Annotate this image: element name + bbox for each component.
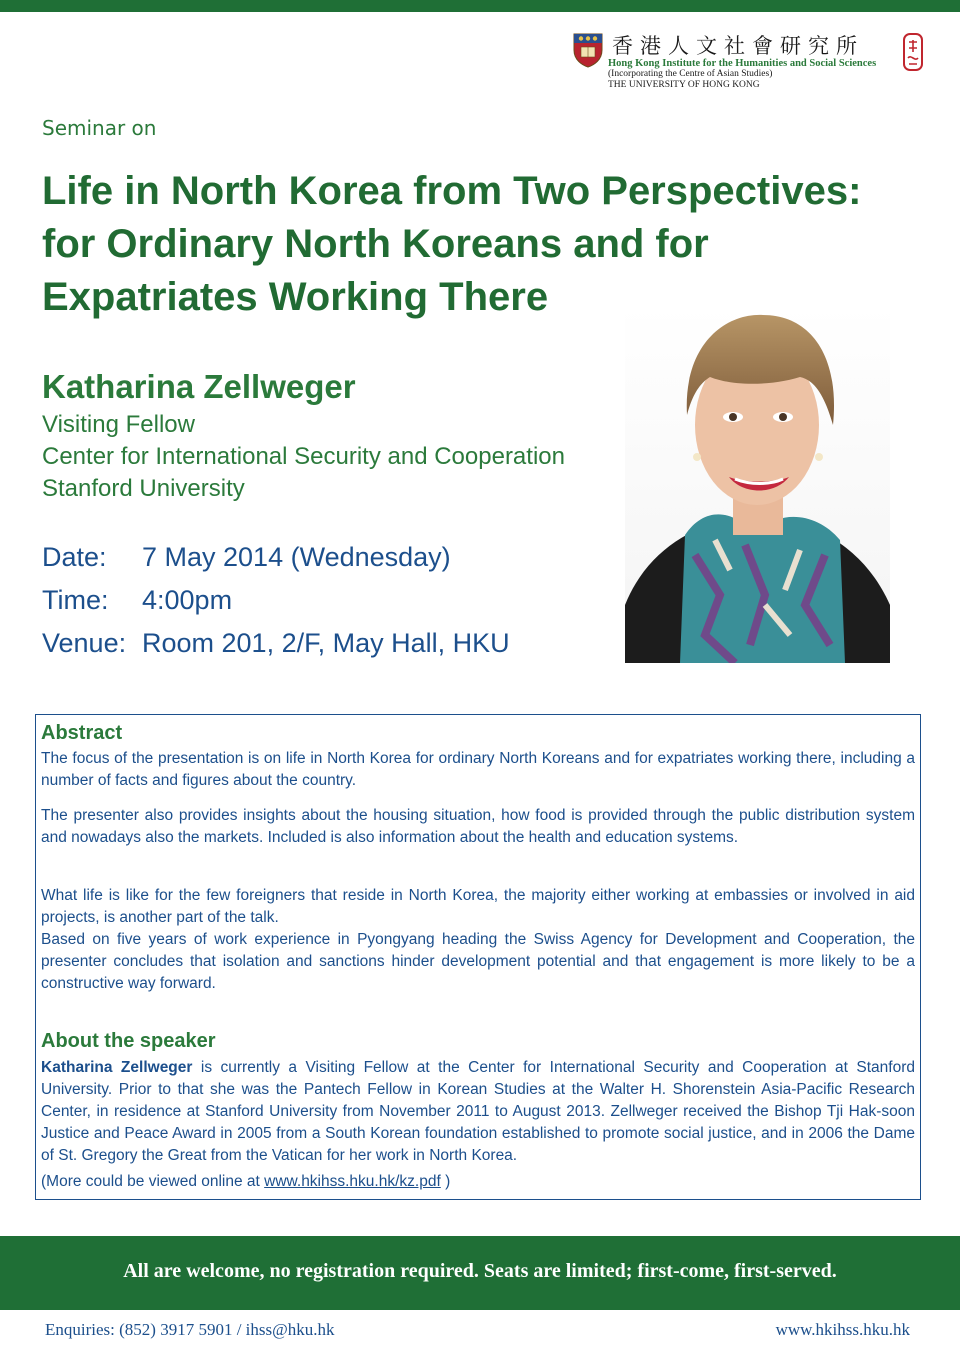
more-info-link[interactable]: www.hkihss.hku.hk/kz.pdf <box>264 1173 441 1190</box>
about-speaker-bio: is currently a Visiting Fellow at the Center for International Security and Cooperation at Stanford University. Prior to that she was the Pantech Fellow in Korean Studies at the Walter H. Shorenstein Asia-Pacific Research Center, in residence at Stanford University from November 2011 to August 2013. Zellweger received the Bishop Tji Hak-soon Justice and Peace Award in 2005 from a South Korean foundation established to promote social justice, and in 2006 the Dame of St. Gregory the Great from the Vatican for her work in North Korea. <box>41 1059 915 1164</box>
university-name: THE UNIVERSITY OF HONG KONG <box>608 80 760 90</box>
chinese-seal-icon <box>902 32 924 72</box>
venue-label: Venue: <box>42 628 127 658</box>
welcome-text: All are welcome, no registration required. Seats are limited; first-come, first-served. <box>123 1260 837 1282</box>
title-line: Life in North Korea from Two Perspectives: <box>42 169 862 213</box>
speaker-name: Katharina Zellweger <box>42 368 356 405</box>
date-value: 7 May 2014 (Wednesday) <box>142 542 451 572</box>
institute-logo <box>572 30 932 94</box>
speaker-affiliation <box>42 409 565 505</box>
abstract-paragraph-2: The presenter also provides insights about the housing situation, how food is provided through the public distribution system and nowadays also the markets. Included is also information about the health and education systems. <box>41 807 915 846</box>
more-info-line <box>41 1171 915 1193</box>
institute-chinese-name: 香港人文社會研究所 <box>612 34 864 58</box>
abstract-paragraph-1: The focus of the presentation is on life in North Korea for ordinary North Koreans and for expatriates working there, including a number of facts and figures about the country. <box>41 750 915 789</box>
time-row <box>42 585 510 628</box>
time-value: 4:00pm <box>142 585 233 615</box>
speaker-photo <box>625 305 890 663</box>
institute-english-names <box>608 58 876 91</box>
title-line: Expatriates Working There <box>42 275 549 319</box>
speaker-position: Visiting Fellow <box>42 411 195 438</box>
abstract-heading: Abstract <box>41 722 123 744</box>
abstract-paragraph-4: Based on five years of work experience in Pyongyang heading the Swiss Agency for Development and Cooperation, the presenter concludes that isolation and sanctions hinder development potential and that engagement is more likely to be a constructive way forward. <box>41 931 915 992</box>
institute-name: Hong Kong Institute for the Humanities and Social Sciences <box>608 58 877 69</box>
hku-crest-icon <box>572 32 604 68</box>
date-label: Date: <box>42 542 107 572</box>
more-info-suffix: ) <box>440 1173 451 1190</box>
venue-row <box>42 628 510 671</box>
more-info-prefix: (More could be viewed online at <box>41 1173 265 1190</box>
title-line: for Ordinary North Koreans and for <box>42 222 709 266</box>
about-speaker-heading: About the speaker <box>41 1030 216 1052</box>
top-green-bar <box>0 0 960 12</box>
date-row <box>42 542 510 585</box>
speaker-university: Stanford University <box>42 475 245 502</box>
website-link[interactable]: www.hkihss.hku.hk <box>775 1320 910 1339</box>
about-speaker-paragraph <box>41 1057 915 1167</box>
seminar-label: Seminar on <box>42 116 157 140</box>
event-details <box>42 542 510 671</box>
venue-value: Room 201, 2/F, May Hall, HKU <box>142 628 510 658</box>
time-label: Time: <box>42 585 109 615</box>
institute-incorporating: (Incorporating the Centre of Asian Studies) <box>608 69 773 79</box>
speaker-center: Center for International Security and Cooperation <box>42 443 565 470</box>
seminar-title <box>42 165 922 324</box>
abstract-paragraph-3: What life is like for the few foreigners that reside in North Korea, the majority either working at embassies or involved in aid projects, is another part of the talk. <box>41 887 915 926</box>
welcome-banner <box>0 1236 960 1310</box>
enquiries-contact: Enquiries: (852) 3917 5901 / ihss@hku.hk <box>45 1320 335 1339</box>
about-speaker-name: Katharina Zellweger <box>41 1059 193 1076</box>
